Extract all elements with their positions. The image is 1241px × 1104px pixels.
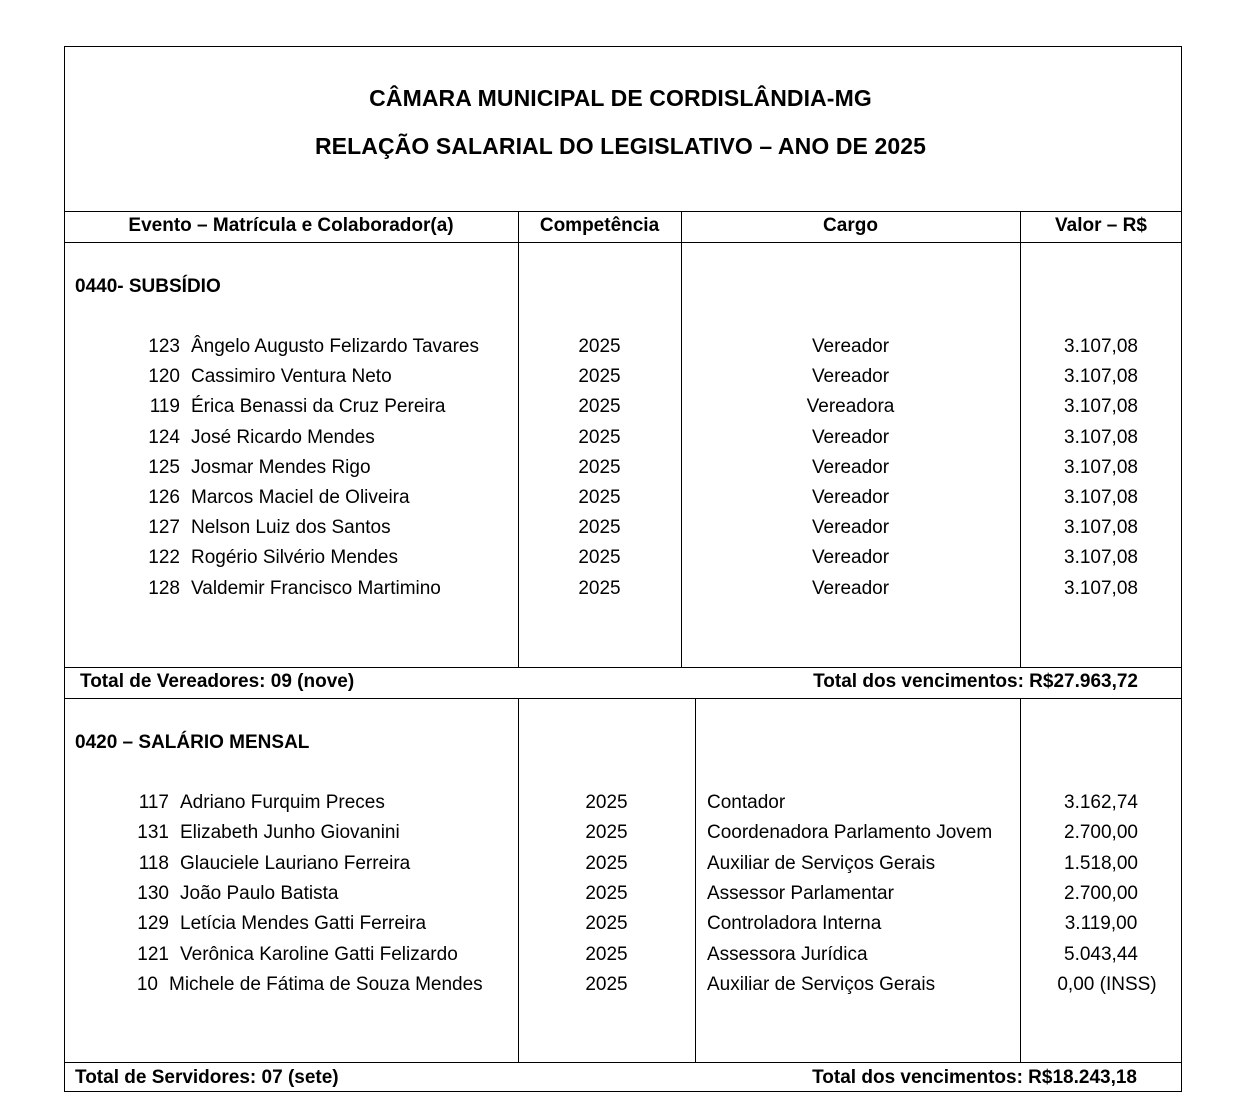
competencia: 2025 bbox=[585, 852, 628, 874]
table-row bbox=[64, 790, 1182, 816]
column-header-colaborador: Evento – Matrícula e Colaborador(a) bbox=[128, 215, 454, 236]
table-row bbox=[64, 851, 1182, 877]
cargo: Vereador bbox=[811, 487, 890, 508]
cargo: Vereador bbox=[811, 547, 890, 569]
matricula: 119 bbox=[149, 396, 180, 418]
competencia: 2025 bbox=[578, 336, 621, 357]
competencia: 2025 bbox=[578, 577, 621, 599]
competencia: 2025 bbox=[578, 426, 621, 448]
competencia: 2025 bbox=[578, 456, 621, 478]
colaborador-name: Cassimiro Ventura Neto bbox=[191, 366, 392, 388]
competencia: 2025 bbox=[578, 517, 621, 539]
table-row bbox=[64, 820, 1182, 846]
cargo: Controladora Interna bbox=[707, 913, 882, 935]
cargo: Auxiliar de Serviços Gerais bbox=[707, 852, 936, 874]
table-row bbox=[64, 394, 1182, 420]
matricula: 131 bbox=[137, 822, 169, 844]
cargo: Vereador bbox=[811, 456, 890, 478]
section2-total-top-rule bbox=[64, 1062, 1182, 1063]
column-header-competencia: Competência bbox=[539, 215, 660, 236]
colaborador-name: Ângelo Augusto Felizardo Tavares bbox=[191, 336, 479, 357]
competencia: 2025 bbox=[578, 487, 621, 508]
colaborador-name: Letícia Mendes Gatti Ferreira bbox=[180, 913, 427, 935]
colaborador-name: Érica Benassi da Cruz Pereira bbox=[191, 396, 446, 418]
valor: 3.107,08 bbox=[1064, 456, 1138, 478]
competencia: 2025 bbox=[585, 973, 628, 995]
competencia: 2025 bbox=[585, 822, 628, 844]
cargo: Vereador bbox=[811, 366, 890, 388]
colaborador-name: José Ricardo Mendes bbox=[191, 426, 375, 448]
matricula: 121 bbox=[137, 943, 169, 965]
matricula: 118 bbox=[138, 852, 169, 874]
competencia: 2025 bbox=[578, 366, 621, 388]
colaborador-name: Valdemir Francisco Martimino bbox=[191, 577, 441, 599]
cargo: Auxiliar de Serviços Gerais bbox=[707, 973, 936, 995]
matricula: 123 bbox=[148, 336, 180, 357]
total-vereadores: Total de Vereadores: 09 (nove) bbox=[80, 671, 355, 692]
competencia: 2025 bbox=[578, 547, 621, 569]
document-title: CÂMARA MUNICIPAL DE CORDISLÂNDIA-MG bbox=[369, 85, 872, 111]
section1-total-top-rule bbox=[64, 667, 1182, 668]
colaborador-name: Glauciele Lauriano Ferreira bbox=[180, 852, 411, 874]
matricula: 128 bbox=[148, 577, 180, 599]
table-row bbox=[64, 334, 1182, 360]
cargo: Vereador bbox=[811, 577, 890, 599]
cargo: Coordenadora Parlamento Jovem bbox=[707, 822, 993, 844]
header-top-rule bbox=[64, 211, 1182, 212]
total-vencimentos-vereadores: Total dos vencimentos: R$27.963,72 bbox=[813, 671, 1138, 692]
total-servidores: Total de Servidores: 07 (sete) bbox=[75, 1067, 339, 1088]
colaborador-name: Rogério Silvério Mendes bbox=[191, 547, 398, 569]
valor: 0,00 (INSS) bbox=[1057, 973, 1157, 995]
valor: 3.107,08 bbox=[1064, 366, 1138, 388]
valor: 2.700,00 bbox=[1064, 882, 1138, 904]
cargo: Assessora Jurídica bbox=[707, 943, 868, 965]
header-bottom-rule bbox=[64, 242, 1182, 243]
valor: 3.107,08 bbox=[1064, 577, 1138, 599]
matricula: 125 bbox=[148, 456, 180, 478]
colaborador-name: Josmar Mendes Rigo bbox=[191, 456, 371, 478]
matricula: 127 bbox=[148, 517, 180, 539]
competencia: 2025 bbox=[578, 396, 621, 418]
table-row bbox=[64, 364, 1182, 390]
valor: 1.518,00 bbox=[1064, 852, 1138, 874]
matricula: 124 bbox=[148, 426, 180, 448]
valor: 3.107,08 bbox=[1064, 336, 1138, 357]
colaborador-name: Nelson Luiz dos Santos bbox=[191, 517, 391, 539]
table-row bbox=[64, 485, 1182, 511]
colaborador-name: Michele de Fátima de Souza Mendes bbox=[169, 973, 483, 995]
valor: 3.107,08 bbox=[1064, 487, 1138, 508]
document-subtitle: RELAÇÃO SALARIAL DO LEGISLATIVO – ANO DE 2025 bbox=[314, 133, 927, 159]
table-row bbox=[64, 911, 1182, 937]
valor: 2.700,00 bbox=[1064, 822, 1138, 844]
colaborador-name: João Paulo Batista bbox=[180, 882, 339, 904]
total-vencimentos-servidores: Total dos vencimentos: R$18.243,18 bbox=[812, 1067, 1137, 1088]
cargo: Vereador bbox=[811, 336, 890, 357]
matricula: 10 bbox=[136, 973, 158, 995]
valor: 3.107,08 bbox=[1064, 517, 1138, 539]
table-row bbox=[64, 942, 1182, 968]
section1-total-bottom-rule bbox=[64, 698, 1182, 699]
competencia: 2025 bbox=[585, 943, 628, 965]
section-label-subsidio: 0440- SUBSÍDIO bbox=[75, 276, 221, 297]
section-label-salario-mensal: 0420 – SALÁRIO MENSAL bbox=[75, 732, 310, 753]
column-header-valor: Valor – R$ bbox=[1055, 215, 1147, 236]
table-row bbox=[64, 881, 1182, 907]
valor: 3.107,08 bbox=[1064, 426, 1138, 448]
cargo: Contador bbox=[707, 792, 786, 813]
table-row bbox=[64, 515, 1182, 541]
matricula: 126 bbox=[148, 487, 180, 508]
competencia: 2025 bbox=[585, 882, 628, 904]
matricula: 130 bbox=[137, 882, 169, 904]
colaborador-name: Adriano Furquim Preces bbox=[180, 792, 385, 813]
table-row bbox=[64, 425, 1182, 451]
valor: 5.043,44 bbox=[1064, 943, 1138, 965]
cargo: Vereador bbox=[811, 517, 890, 539]
colaborador-name: Marcos Maciel de Oliveira bbox=[191, 487, 410, 508]
valor: 3.119,00 bbox=[1064, 913, 1138, 935]
colaborador-name: Elizabeth Junho Giovanini bbox=[180, 822, 400, 844]
cargo: Vereador bbox=[811, 426, 890, 448]
table-row bbox=[64, 972, 1182, 998]
valor: 3.107,08 bbox=[1064, 396, 1138, 418]
cargo: Assessor Parlamentar bbox=[707, 882, 894, 904]
competencia: 2025 bbox=[585, 913, 628, 935]
table-row bbox=[64, 576, 1182, 602]
matricula: 129 bbox=[137, 913, 169, 935]
table-row bbox=[64, 545, 1182, 571]
matricula: 117 bbox=[138, 792, 169, 813]
colaborador-name: Verônica Karoline Gatti Felizardo bbox=[180, 943, 458, 965]
valor: 3.107,08 bbox=[1064, 547, 1138, 569]
competencia: 2025 bbox=[585, 792, 628, 813]
matricula: 122 bbox=[148, 547, 180, 569]
valor: 3.162,74 bbox=[1064, 792, 1138, 813]
cargo: Vereadora bbox=[806, 396, 895, 418]
matricula: 120 bbox=[148, 366, 180, 388]
table-row bbox=[64, 455, 1182, 481]
column-header-cargo: Cargo bbox=[823, 215, 878, 236]
